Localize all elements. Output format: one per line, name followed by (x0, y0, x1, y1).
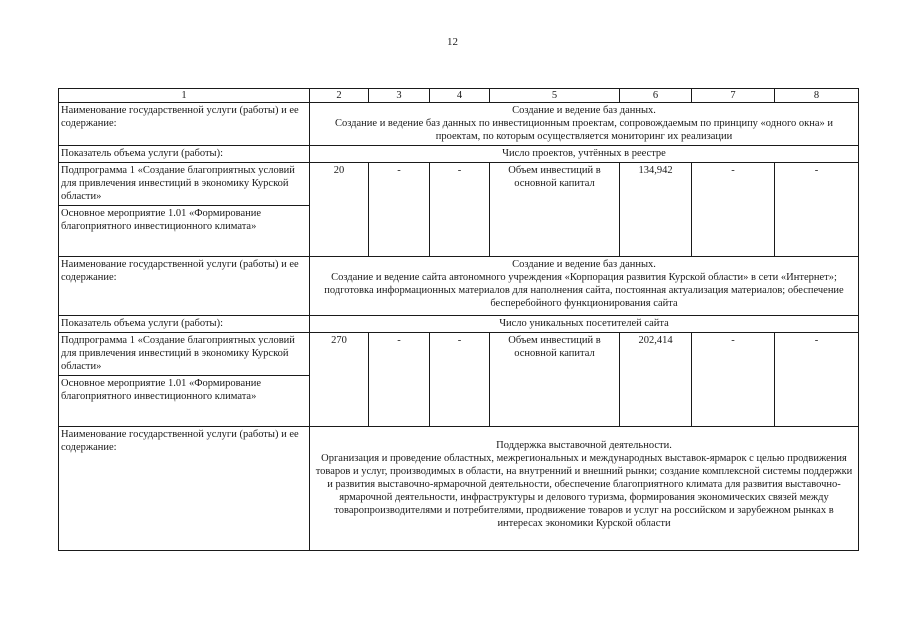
indicator-value: Число проектов, учтённых в реестре (310, 146, 859, 163)
header-col-2: 2 (310, 89, 369, 103)
service-label: Наименование государственной услуги (работы) и ее содержание: (59, 103, 310, 146)
service-body: Создание и ведение баз данных по инвестиционным проектам, сопровождаемым по принципу «одного окна» и проектам, по которым осуществляется мониторинг их реализации (334, 118, 834, 142)
header-col-8: 8 (775, 89, 859, 103)
page-number: 12 (447, 36, 458, 48)
table-row (59, 333, 859, 376)
value-col-8: - (775, 333, 859, 427)
table-row (59, 103, 859, 146)
indicators-table (58, 88, 859, 551)
header-col-7: 7 (692, 89, 775, 103)
event-label: Основное мероприятие 1.01 «Формирование благоприятного инвестиционного климата» (59, 376, 310, 427)
header-col-5: 5 (490, 89, 620, 103)
indicator-label: Показатель объема услуги (работы): (59, 146, 310, 163)
service-description (310, 427, 859, 551)
service-label: Наименование государственной услуги (работы) и ее содержание: (59, 257, 310, 316)
header-col-6: 6 (620, 89, 692, 103)
value-col-8: - (775, 163, 859, 257)
table-row (59, 146, 859, 163)
service-body: Организация и проведение областных, межрегиональных и международных выставок-ярмарок с целью продвижения товаров и услуг, производимых в области, на внутренний и внешний рынки; создание комплексной системы поддержки и развития выставочно-ярмарочной деятельности, обеспечение благоприятного климата для развития выставочно-ярмарочной деятельности, инфраструктуры и делового туризма, формирования экономических связей между товаропроизводителями и потребителями, продвижение товаров и услуг на российском и зарубежном рынках в интересах экономики Курской области (315, 453, 853, 529)
value-col-2: 20 (310, 163, 369, 257)
table-row (59, 257, 859, 316)
table-row (59, 427, 859, 551)
header-col-3: 3 (369, 89, 430, 103)
service-title: Поддержка выставочной деятельности. (496, 440, 672, 451)
indicator-value: Число уникальных посетителей сайта (310, 316, 859, 333)
value-col-6: 202,414 (620, 333, 692, 427)
service-description (310, 103, 859, 146)
value-col-5: Объем инвестиций в основной капитал (490, 333, 620, 427)
program-label: Подпрограмма 1 «Создание благоприятных условий для привлечения инвестиций в экономику Курской области» (59, 163, 310, 206)
program-label: Подпрограмма 1 «Создание благоприятных условий для привлечения инвестиций в экономику Курской области» (59, 333, 310, 376)
service-body: Создание и ведение сайта автономного учреждения «Корпорация развития Курской области» в сети «Интернет»; подготовка информационных материалов для наполнения сайта, постоянная актуализация материалов; обеспечение бесперебойного функционирования сайта (324, 272, 844, 309)
header-col-1: 1 (59, 89, 310, 103)
event-label: Основное мероприятие 1.01 «Формирование благоприятного инвестиционного климата» (59, 206, 310, 257)
header-row (59, 89, 859, 103)
value-col-4: - (430, 163, 490, 257)
value-col-7: - (692, 333, 775, 427)
table-row (59, 316, 859, 333)
value-col-3: - (369, 333, 430, 427)
value-col-6: 134,942 (620, 163, 692, 257)
value-col-3: - (369, 163, 430, 257)
indicator-label: Показатель объема услуги (работы): (59, 316, 310, 333)
service-title: Создание и ведение баз данных. (512, 105, 656, 116)
value-col-5: Объем инвестиций в основной капитал (490, 163, 620, 257)
table-row (59, 163, 859, 206)
service-description (310, 257, 859, 316)
value-col-7: - (692, 163, 775, 257)
service-title: Создание и ведение баз данных. (512, 259, 656, 270)
header-col-4: 4 (430, 89, 490, 103)
value-col-4: - (430, 333, 490, 427)
service-label: Наименование государственной услуги (работы) и ее содержание: (59, 427, 310, 551)
value-col-2: 270 (310, 333, 369, 427)
